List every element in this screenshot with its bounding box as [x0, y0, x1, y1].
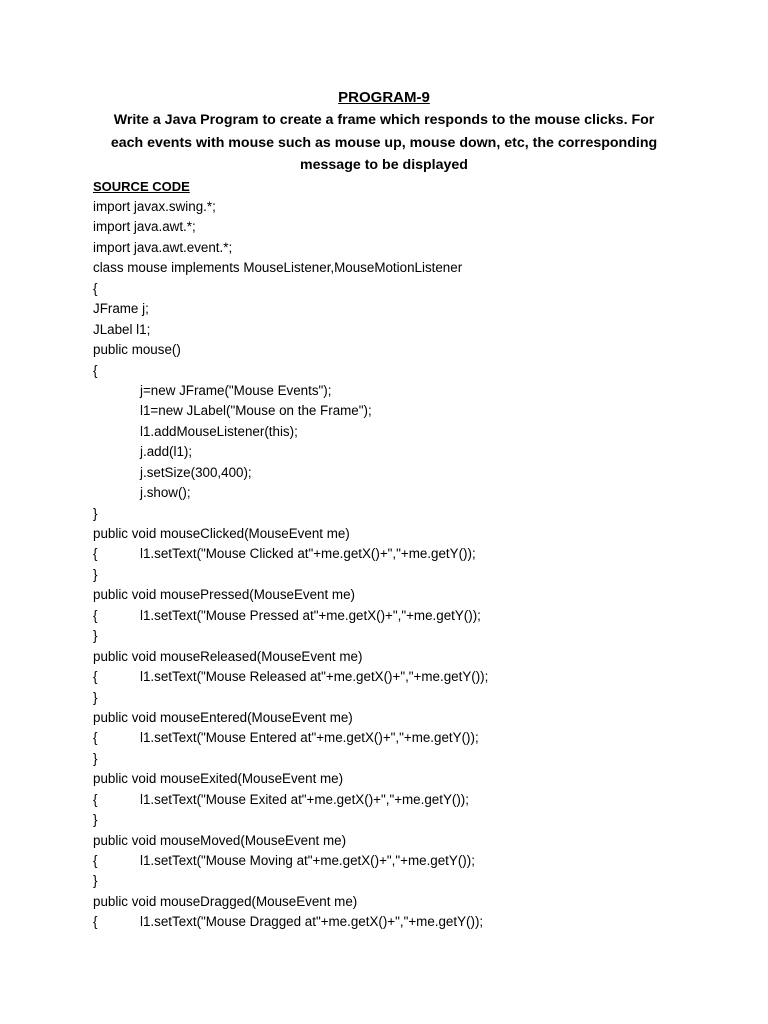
code-text: class mouse implements MouseListener,MouseMotionListener: [93, 260, 463, 276]
code-line: [93, 340, 733, 360]
code-text: }: [93, 873, 98, 889]
code-text: {: [93, 280, 98, 296]
code-line: [93, 728, 733, 748]
code-text-indented: j=new JFrame("Mouse Events");: [140, 382, 332, 398]
code-line: [93, 422, 733, 442]
code-brace: {: [93, 853, 98, 868]
code-text-indented: l1.setText("Mouse Entered at"+me.getX()+","+me.getY());: [140, 730, 479, 746]
code-line: [93, 544, 733, 564]
aim-line: message to be displayed: [300, 157, 468, 173]
code-brace: {: [93, 730, 98, 746]
code-line: [93, 810, 733, 830]
code-line: [93, 197, 733, 217]
code-text: public void mouseEntered(MouseEvent me): [93, 709, 353, 725]
code-text-indented: l1.setText("Mouse Pressed at"+me.getX()+","+me.getY());: [140, 607, 481, 623]
code-text: {: [93, 362, 98, 378]
code-line: [93, 565, 733, 585]
code-line: [93, 667, 733, 687]
code-text: public void mouseReleased(MouseEvent me): [93, 648, 363, 664]
code-line: [93, 279, 733, 299]
code-line: [93, 790, 733, 810]
code-line: [93, 463, 733, 483]
code-line: [93, 871, 733, 891]
code-line: [93, 401, 733, 421]
code-text: import javax.swing.*;: [93, 199, 216, 214]
code-line: [93, 831, 733, 851]
code-line: [93, 524, 733, 544]
code-text-indented: l1.setText("Mouse Exited at"+me.getX()+","+me.getY());: [140, 791, 469, 807]
code-brace: {: [93, 607, 98, 623]
code-line: [93, 320, 733, 340]
code-text: }: [93, 750, 98, 766]
code-text-indented: l1.addMouseListener(this);: [140, 423, 298, 439]
code-text: public mouse(): [93, 342, 181, 358]
code-text: }: [93, 566, 98, 582]
code-line: [93, 606, 733, 626]
code-text: JLabel l1;: [93, 321, 151, 337]
code-text: }: [93, 628, 98, 644]
code-line: [93, 892, 733, 912]
code-line: [93, 585, 733, 605]
code-text-indented: l1.setText("Mouse Dragged at"+me.getX()+","+me.getY());: [140, 914, 484, 930]
code-brace: {: [93, 546, 98, 562]
program-title: PROGRAM-9: [338, 89, 430, 106]
code-text: }: [93, 689, 98, 705]
code-brace: {: [93, 914, 98, 930]
code-text-indented: j.show();: [140, 485, 191, 501]
source-code-block: [93, 197, 733, 933]
code-text: public void mouseClicked(MouseEvent me): [93, 526, 350, 541]
code-text-indented: l1.setText("Mouse Clicked at"+me.getX()+","+me.getY());: [140, 546, 476, 562]
program-aim: [94, 109, 674, 177]
code-line: [93, 708, 733, 728]
code-text-indented: l1=new JLabel("Mouse on the Frame");: [140, 403, 372, 419]
code-text-indented: l1.setText("Mouse Released at"+me.getX()+","+me.getY());: [140, 669, 489, 685]
code-text: }: [93, 505, 98, 521]
code-line: [93, 912, 733, 932]
code-brace: {: [93, 669, 98, 685]
code-line: [93, 504, 733, 524]
code-line: [93, 769, 733, 789]
code-text-indented: l1.setText("Mouse Moving at"+me.getX()+","+me.getY());: [140, 853, 475, 868]
code-brace: {: [93, 791, 98, 807]
code-line: [93, 381, 733, 401]
code-line: [93, 258, 733, 278]
code-line: [93, 217, 733, 237]
code-line: [93, 647, 733, 667]
code-text: import java.awt.event.*;: [93, 239, 233, 255]
code-text: public void mouseMoved(MouseEvent me): [93, 832, 347, 848]
code-line: [93, 688, 733, 708]
code-line: [93, 483, 733, 503]
code-text-indented: j.add(l1);: [140, 444, 193, 460]
code-line: [93, 442, 733, 462]
code-text: public void mouseDragged(MouseEvent me): [93, 893, 358, 909]
code-line: [93, 749, 733, 769]
code-text: public void mouseExited(MouseEvent me): [93, 771, 344, 787]
code-line: [93, 851, 733, 871]
code-text: }: [93, 812, 98, 828]
source-code-heading: SOURCE CODE: [93, 179, 190, 194]
aim-line: Write a Java Program to create a frame which responds to the mouse clicks. For: [113, 112, 655, 128]
code-text: public void mousePressed(MouseEvent me): [93, 587, 355, 603]
code-text-indented: j.setSize(300,400);: [140, 464, 252, 480]
code-line: [93, 299, 733, 319]
code-line: [93, 238, 733, 258]
code-line: [93, 361, 733, 381]
code-text: import java.awt.*;: [93, 219, 196, 235]
code-text: JFrame j;: [93, 301, 149, 317]
aim-line: each events with mouse such as mouse up, mouse down, etc, the corresponding: [110, 134, 658, 151]
code-line: [93, 626, 733, 646]
